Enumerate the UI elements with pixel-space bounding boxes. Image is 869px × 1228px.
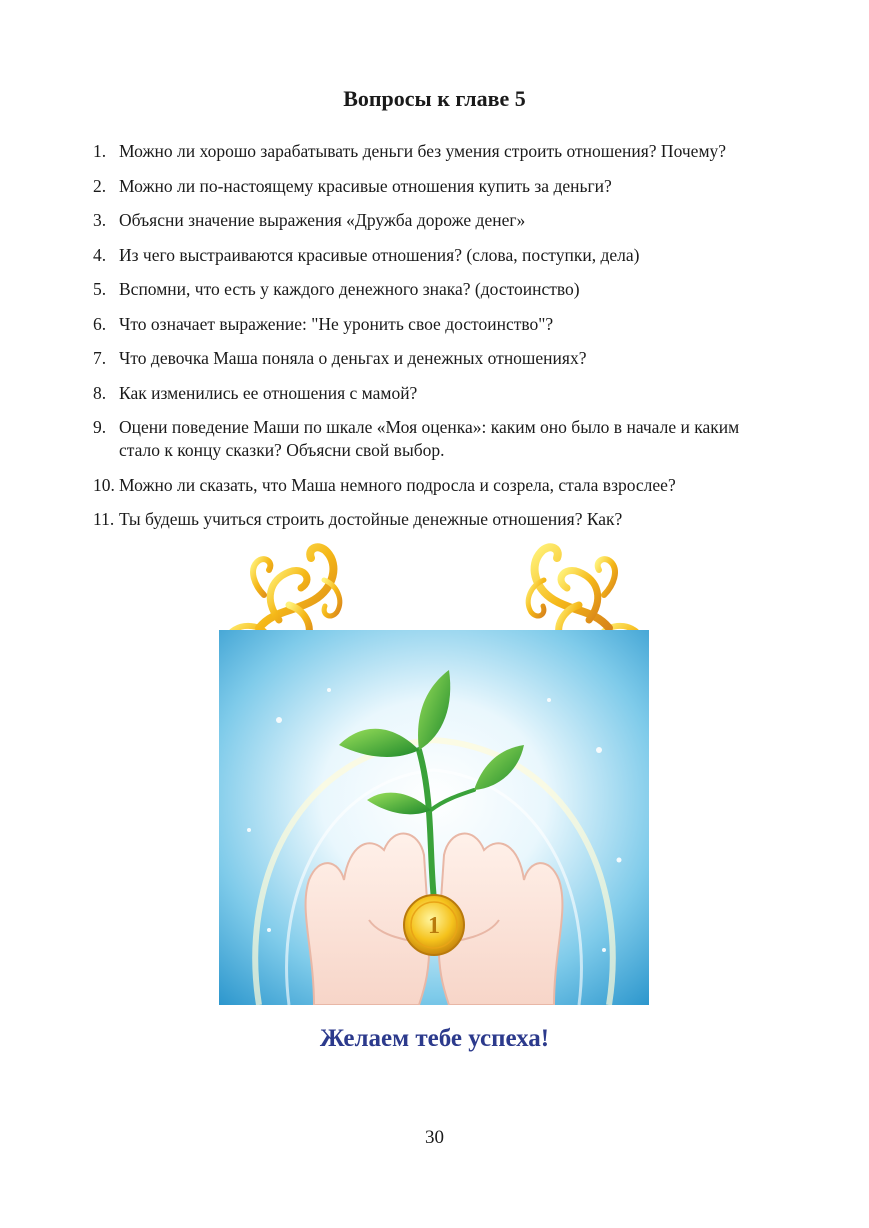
question-text: Вспомни, что есть у каждого денежного знака? (достоинство) <box>119 279 580 299</box>
question-number: 10. <box>93 474 115 495</box>
list-item <box>93 209 783 232</box>
question-text: Можно ли сказать, что Маша немного подросла и созрела, стала взрослее? <box>119 474 676 495</box>
illustration <box>219 540 649 1005</box>
question-number: 6. <box>93 313 107 334</box>
question-text: Можно ли по-настоящему красивые отношения купить за деньги? <box>119 175 612 196</box>
question-number: 11. <box>93 509 115 529</box>
coin-label: 1 <box>428 913 440 939</box>
question-list <box>93 140 783 543</box>
list-item <box>93 416 783 462</box>
question-number: 7. <box>93 348 107 368</box>
question-number: 9. <box>93 417 107 437</box>
question-number: 2. <box>93 175 107 196</box>
question-text: Можно ли хорошо зарабатывать деньги без умения строить отношения? Почему? <box>119 141 727 161</box>
list-item <box>93 175 783 198</box>
question-text: Как изменились ее отношения с мамой? <box>119 382 418 403</box>
list-item <box>93 508 783 531</box>
question-text: Ты будешь учиться строить достойные денежные отношения? Как? <box>119 509 623 529</box>
question-number: 3. <box>93 210 107 230</box>
question-number: 5. <box>93 279 107 299</box>
list-item <box>93 313 783 336</box>
list-item <box>93 278 783 301</box>
closing-text: Желаем тебе успеха! <box>319 1025 550 1052</box>
page-title: Вопросы к главе 5 <box>343 86 526 111</box>
question-number: 4. <box>93 244 107 265</box>
question-text: Объясни значение выражения «Дружба дороже денег» <box>119 210 526 230</box>
list-item <box>93 474 783 497</box>
hands-coin-sprout-picture <box>219 630 649 1005</box>
list-item <box>93 140 783 163</box>
question-number: 8. <box>93 382 107 403</box>
question-text: Что девочка Маша поняла о деньгах и денежных отношениях? <box>119 348 587 368</box>
question-text: Из чего выстраиваются красивые отношения? (слова, поступки, дела) <box>119 244 640 265</box>
question-text: Что означает выражение: "Не уронить свое достоинство"? <box>119 313 554 334</box>
question-number: 1. <box>93 141 107 161</box>
list-item <box>93 382 783 405</box>
page-number: 30 <box>425 1127 444 1148</box>
question-text: Оцени поведение Маши по шкале «Моя оценка»: каким оно было в начале и каким стало к концу сказки? Объясни свой выбор. <box>119 417 740 460</box>
list-item <box>93 347 783 370</box>
list-item <box>93 244 783 267</box>
